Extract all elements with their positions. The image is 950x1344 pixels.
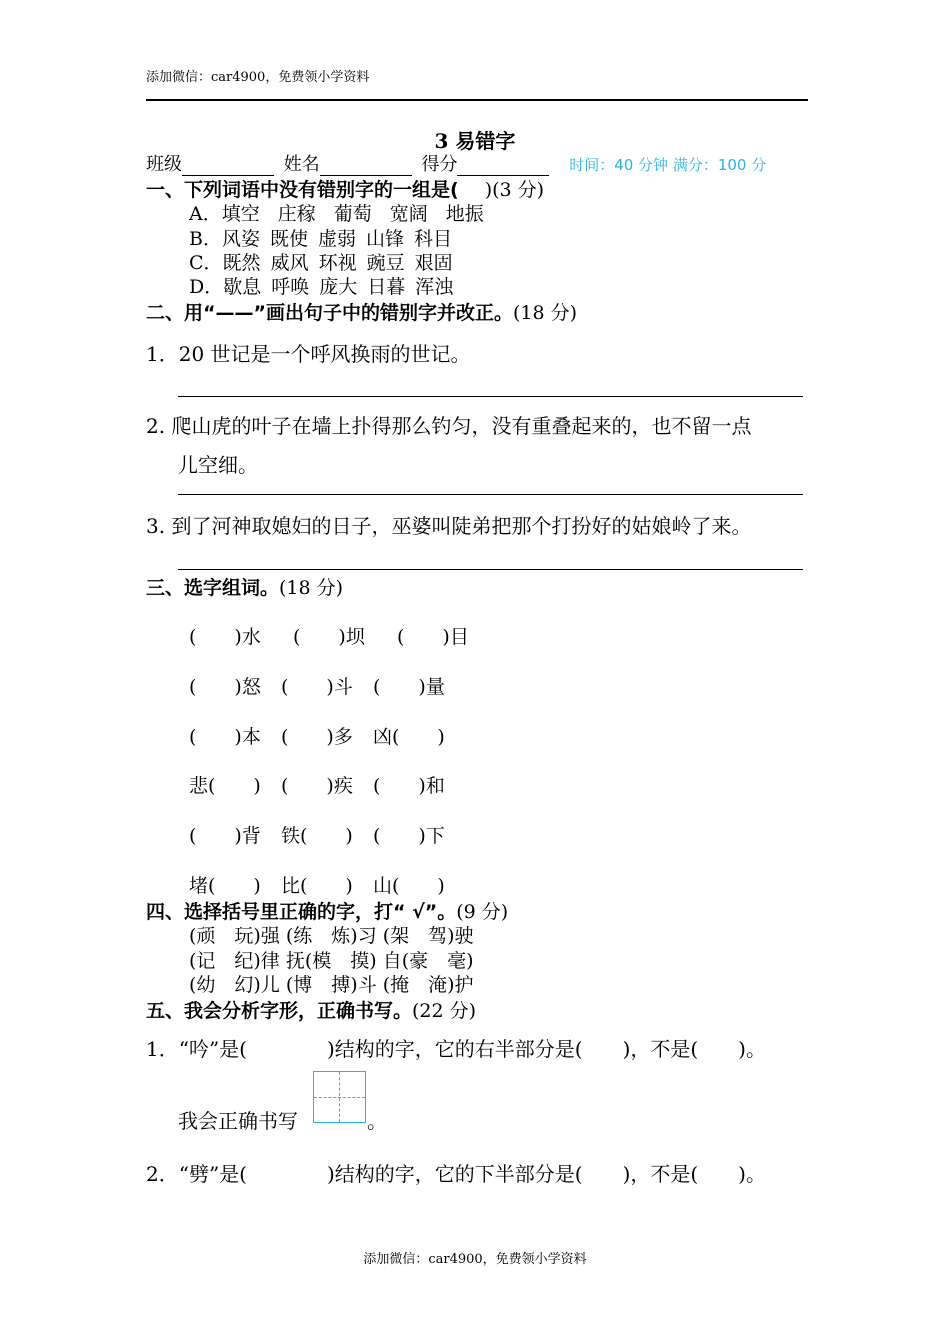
option-word: 庞大	[319, 276, 358, 298]
section-4-title: 四、选择括号里正确的字，打“ √”。	[146, 901, 457, 923]
option-letter: B．	[189, 228, 222, 250]
watermark-bottom: 添加微信：car4900，免费领小学资料	[363, 1252, 587, 1267]
name-label: 姓名	[283, 154, 320, 175]
s4-row-3[interactable]: (幼 幻)儿 (博 搏)斗 (掩 淹)护	[189, 974, 474, 996]
s4-row-1[interactable]: (顽 玩)强 (练 炼)习 (架 驾)驶	[189, 925, 474, 947]
grid-horizontal-guide	[314, 1097, 365, 1098]
option-word: 虚弱	[318, 228, 357, 250]
writing-grid[interactable]	[313, 1071, 366, 1123]
section-3-points: (18 分)	[279, 577, 344, 599]
option-letter: C．	[189, 252, 223, 274]
answer-line-1[interactable]	[178, 396, 803, 397]
time-score-meta: 时间：40 分钟 满分：100 分	[569, 156, 767, 174]
s3-row-6	[189, 871, 465, 898]
word-blank[interactable]: ( )量	[373, 676, 445, 698]
word-blank[interactable]: 悲( )	[189, 775, 261, 797]
word-blank[interactable]: 比( )	[281, 875, 353, 897]
s2-question-2-cont: 儿空细。	[178, 453, 258, 477]
page-title: 3 易错字	[434, 129, 516, 153]
section-2-title: 二、用“——”画出句子中的错别字并改正。	[146, 302, 513, 324]
option-d[interactable]	[189, 272, 453, 299]
option-b[interactable]	[189, 224, 452, 251]
word-blank[interactable]: ( )背	[189, 825, 261, 847]
s3-row-2	[189, 672, 465, 699]
answer-line-3[interactable]	[178, 569, 803, 570]
word-blank[interactable]: 铁( )	[281, 825, 353, 847]
section-5-points: (22 分)	[412, 1000, 477, 1022]
score-blank[interactable]	[457, 157, 549, 176]
s3-row-3	[189, 722, 465, 749]
option-word: 宽阔	[389, 203, 428, 225]
option-word: 葡萄	[333, 203, 372, 225]
option-word: 歇息	[223, 276, 262, 298]
option-a[interactable]	[189, 199, 484, 226]
s2-question-1: 1．20 世记是一个呼风换雨的世记。	[146, 342, 471, 366]
option-word: 填空	[221, 203, 260, 225]
option-word: 艰固	[414, 252, 453, 274]
word-blank[interactable]: ( )目	[397, 626, 469, 648]
option-word: 日暮	[367, 276, 406, 298]
option-word: 山锋	[366, 228, 405, 250]
word-blank[interactable]: ( )和	[373, 775, 445, 797]
watermark-top: 添加微信：car4900，免费领小学资料	[146, 70, 370, 85]
section-2-heading	[146, 298, 577, 325]
option-word: 既使	[269, 228, 308, 250]
word-blank[interactable]: ( )斗	[281, 676, 353, 698]
word-blank[interactable]: ( )多	[281, 726, 353, 748]
section-3-title: 三、选字组词。	[146, 577, 280, 599]
score-label: 得分	[421, 154, 458, 175]
section-4-points: (9 分)	[456, 901, 509, 923]
section-3-heading	[146, 573, 343, 600]
name-blank[interactable]	[320, 157, 412, 176]
option-word: 浑浊	[415, 276, 454, 298]
write-end: 。	[367, 1109, 387, 1133]
option-word: 风姿	[221, 228, 260, 250]
word-blank[interactable]: 凶( )	[373, 726, 445, 748]
s3-row-1	[189, 622, 489, 649]
class-blank[interactable]	[182, 157, 274, 176]
option-letter: D．	[189, 276, 224, 298]
option-letter: A．	[189, 203, 222, 225]
word-blank[interactable]: 山( )	[373, 875, 445, 897]
s3-row-4	[189, 771, 465, 798]
option-word: 庄稼	[277, 203, 316, 225]
s3-row-5	[189, 821, 465, 848]
write-label: 我会正确书写	[178, 1109, 298, 1133]
word-blank[interactable]: ( )水	[189, 626, 261, 648]
section-2-points: (18 分)	[512, 302, 578, 324]
section-5-title: 五、我会分析字形，正确书写。	[146, 1000, 413, 1022]
word-blank[interactable]: ( )怒	[189, 676, 261, 698]
option-word: 科目	[414, 228, 453, 250]
section-1-title: 一、下列词语中没有错别字的一组是(	[146, 179, 459, 201]
option-word: 既然	[222, 252, 261, 274]
s2-question-2: 2. 爬山虎的叶子在墙上扑得那么钓匀，没有重叠起来的，也不留一点	[146, 414, 752, 438]
section-1-points: )(3 分)	[484, 179, 545, 201]
section-1-heading	[146, 175, 544, 202]
s5-question-1: 1．“吟”是( )结构的字，它的右半部分是( )，不是( )。	[146, 1037, 766, 1061]
option-c[interactable]	[189, 248, 453, 275]
info-line	[146, 150, 766, 176]
s5-question-2: 2．“劈”是( )结构的字，它的下半部分是( )，不是( )。	[146, 1162, 766, 1186]
section-4-heading	[146, 897, 508, 924]
class-label: 班级	[146, 154, 182, 175]
option-word: 豌豆	[366, 252, 405, 274]
header-rule	[146, 99, 808, 101]
section-5-heading	[146, 996, 476, 1023]
word-blank[interactable]: ( )下	[373, 825, 445, 847]
option-word: 威风	[270, 252, 309, 274]
answer-line-2[interactable]	[178, 494, 803, 495]
word-blank[interactable]: 堵( )	[189, 875, 261, 897]
s2-question-3: 3. 到了河神取媳妇的日子，巫婆叫陡弟把那个打扮好的姑娘岭了来。	[146, 514, 752, 538]
word-blank[interactable]: ( )疾	[281, 775, 353, 797]
option-word: 环视	[318, 252, 357, 274]
option-word: 地振	[445, 203, 484, 225]
s4-row-2[interactable]: (记 纪)律 抚(模 摸) 自(豪 毫)	[189, 950, 474, 972]
word-blank[interactable]: ( )本	[189, 726, 261, 748]
option-word: 呼唤	[271, 276, 310, 298]
word-blank[interactable]: ( )坝	[293, 626, 365, 648]
